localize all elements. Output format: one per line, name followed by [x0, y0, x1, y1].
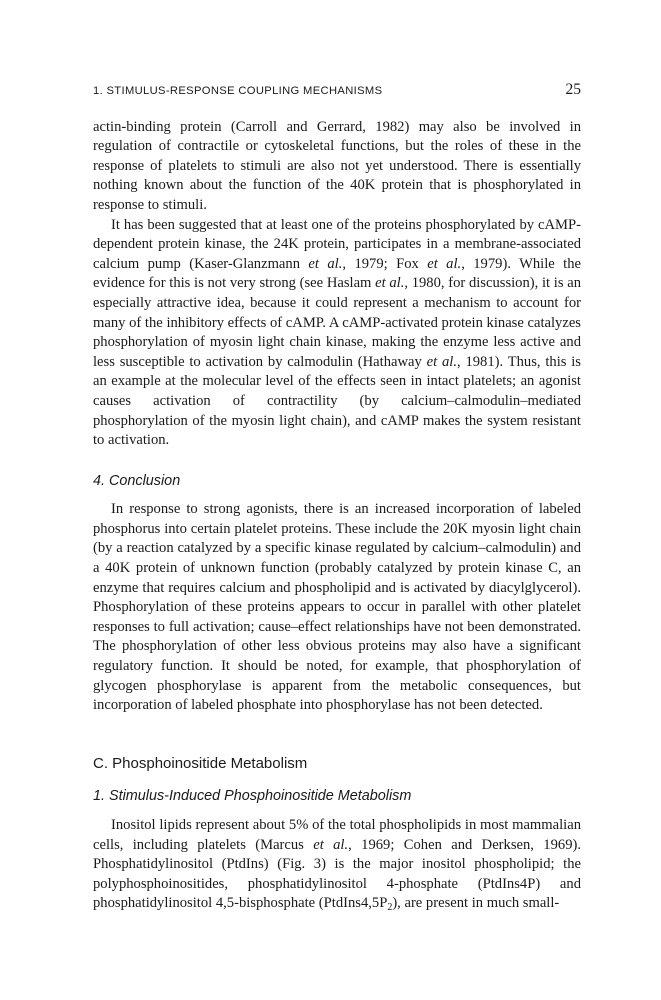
- section-heading-conclusion: 4. Conclusion: [93, 472, 181, 489]
- et-al: et al.: [375, 275, 405, 292]
- running-title: 1. STIMULUS-RESPONSE COUPLING MECHANISMS: [93, 85, 383, 97]
- paragraph-conclusion: In response to strong agonists, there is an increased incorporation of labeled phosphorus into certain platelet proteins. These include the 20K myosin light chain (by a reaction catalyzed by a specific kinase regulated by calcium–calmodulin) and a 40K protein of unknown function (probably catalyzed by protein kinase C, an enzyme that requires calcium and phospholipid and is activated by diacylglycerol). Phosphorylation of these proteins appears to occur in parallel with other platelet responses to full activation; cause–effect relationships have not been demonstrated. The phosphorylation of other less obvious proteins may also have a significant regulatory function. It should be noted, for example, that phosphorylation of glycogen phosphorylase is apparent from the metabolic consequences, but incorporation of labeled phosphate into phosphorylase has not been detected.: [93, 501, 581, 714]
- document-page: [93, 80, 581, 914]
- page-number: 25: [565, 81, 581, 98]
- text-run: , 1980, for discussion), it is an especially attractive idea, because it could represent a mechanism to account for many of the inhibitory effects of cAMP. A cAMP-activated protein kinase catalyzes phosphorylation of myosin light chain kinase, making the enzyme less active and less susceptible to activation by calmodulin (Hathaway: [93, 275, 581, 370]
- text-run: ), are present in much small-: [392, 895, 560, 912]
- et-al: et al.: [427, 255, 462, 272]
- et-al: et al.: [308, 255, 343, 272]
- text-run: , 1981). Thus, this is an example at the molecular level of the effects seen in intact platelets; an agonist causes activation of contractility (by calcium–calmodulin–mediated phosphorylation of the myosin light chain), and cAMP makes the system resistant to activation.: [93, 353, 581, 449]
- et-al: et al.: [313, 836, 349, 853]
- text-run: It has been suggested that at least one of the proteins phosphorylated by cAMP-dependent protein kinase, the 24K protein, participates in a membrane-associated calcium pump (Kaser-Glanzmann: [93, 216, 581, 272]
- running-header: [93, 80, 581, 102]
- et-al: et al.: [426, 353, 457, 370]
- paragraph-continuation: actin-binding protein (Carroll and Gerrard, 1982) may also be involved in regulation of contractile or cytoskeletal functions, but the roles of these in the response of platelets to stimuli are also not yet understood. There is essentially nothing known about the function of the 40K protein that is phosphorylated in response to stimuli.: [93, 118, 581, 213]
- paragraph-inositol-lipids: [93, 816, 581, 914]
- text-run: , 1979; Fox: [342, 255, 428, 272]
- text-run: , 1969; Cohen and Derksen, 1969). Phosphatidylinositol (PtdIns) (Fig. 3) is the major inositol phospholipid; the polyphosphoinositides, phosphatidylinositol 4-phosphate (PtdIns4P) and phosphatidylinositol 4,5-bisphosphate (PtdIns4,5P: [93, 836, 581, 912]
- subscript: 2: [387, 902, 393, 914]
- paragraph-camp-kinase: [93, 216, 581, 451]
- section-heading-phosphoinositide: C. Phosphoinositide Metabolism: [93, 754, 308, 772]
- text-run: Inositol lipids represent about 5% of the total phospholipids in most mammalian cells, including platelets (Marcus: [93, 817, 581, 853]
- text-run: , 1979). While the evidence for this is not very strong (see Haslam: [93, 255, 582, 292]
- subsection-heading-stimulus-induced: 1. Stimulus-Induced Phosphoinositide Metabolism: [93, 788, 412, 805]
